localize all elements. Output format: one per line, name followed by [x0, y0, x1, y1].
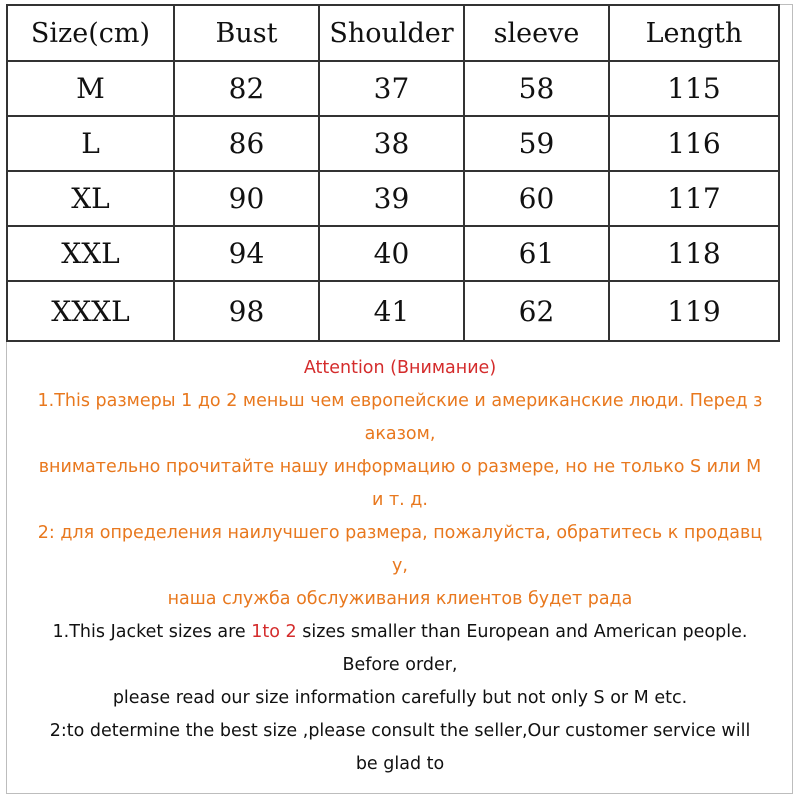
shoulder-cell: 39 [319, 171, 464, 226]
size-table [6, 4, 780, 342]
sleeve-cell: 61 [464, 226, 609, 281]
sleeve-cell: 58 [464, 61, 609, 116]
sleeve-cell: 62 [464, 281, 609, 341]
size-cell: M [7, 61, 174, 116]
size-notes [8, 352, 792, 781]
bust-cell: 98 [174, 281, 319, 341]
size-difference-highlight: 1to 2 [251, 622, 297, 642]
note-en-text: sizes smaller than European and American people. [296, 622, 748, 642]
bust-cell: 82 [174, 61, 319, 116]
header-length: Length [609, 5, 779, 61]
size-cell: L [7, 116, 174, 171]
header-sleeve: sleeve [464, 5, 609, 61]
table-row [7, 61, 779, 116]
note-ru-line: внимательно прочитайте нашу информацию о размере, но не только S или M [38, 457, 762, 477]
size-cell: XXXL [7, 281, 174, 341]
note-ru-line: наша служба обслуживания клиентов будет рада [167, 589, 633, 609]
header-shoulder: Shoulder [319, 5, 464, 61]
header-size: Size(cm) [7, 5, 174, 61]
table-row [7, 116, 779, 171]
length-cell: 118 [609, 226, 779, 281]
table-header-row [7, 5, 779, 61]
sleeve-cell: 60 [464, 171, 609, 226]
header-bust: Bust [174, 5, 319, 61]
shoulder-cell: 41 [319, 281, 464, 341]
size-cell: XL [7, 171, 174, 226]
attention-heading: Attention (Внимание) [303, 358, 497, 378]
note-en-line: please read our size information carefully but not only S or M etc. [112, 688, 688, 708]
note-en-text: 1.This Jacket sizes are [52, 622, 252, 642]
length-cell: 117 [609, 171, 779, 226]
length-cell: 116 [609, 116, 779, 171]
note-ru-line: 2: для определения наилучшего размера, пожалуйста, обратитесь к продавц [37, 523, 763, 543]
size-cell: XXL [7, 226, 174, 281]
shoulder-cell: 37 [319, 61, 464, 116]
length-cell: 119 [609, 281, 779, 341]
bust-cell: 94 [174, 226, 319, 281]
note-ru-line: и т. д. [372, 490, 428, 510]
note-ru-line: 1.This размеры 1 до 2 меньш чем европейские и американские люди. Перед з [37, 391, 763, 411]
bust-cell: 90 [174, 171, 319, 226]
bust-cell: 86 [174, 116, 319, 171]
table-row [7, 171, 779, 226]
note-en-line: be glad to [355, 754, 445, 774]
note-ru-line: у, [392, 556, 408, 576]
shoulder-cell: 38 [319, 116, 464, 171]
note-en-line: 2:to determine the best size ,please consult the seller,Our customer service will [49, 721, 751, 741]
table-row [7, 226, 779, 281]
length-cell: 115 [609, 61, 779, 116]
note-ru-line: аказом, [364, 424, 436, 444]
sleeve-cell: 59 [464, 116, 609, 171]
table-row [7, 281, 779, 341]
note-en-line [8, 616, 792, 649]
note-en-line: Before order, [342, 655, 458, 675]
shoulder-cell: 40 [319, 226, 464, 281]
